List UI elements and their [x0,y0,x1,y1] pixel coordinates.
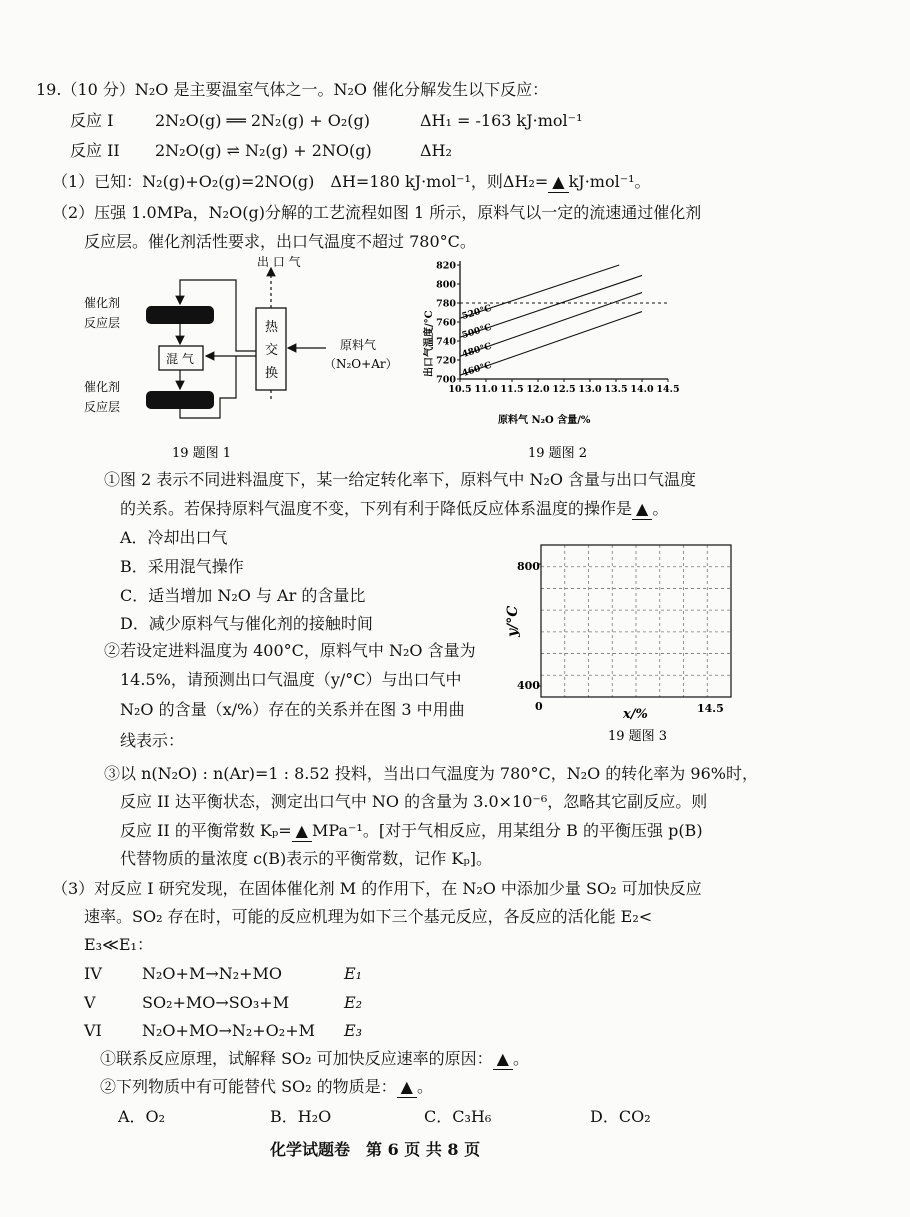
sub-1-text-a: ①图 2 表示不同进料温度下，某一给定转化率下，原料气中 N₂O 含量与出口气温度 [104,470,697,489]
x-tick-label: 14.5 [656,384,680,395]
answer-blank-5[interactable]: ▲ [397,1077,417,1098]
option-a[interactable]: A．冷却出口气 [120,528,228,547]
part-2-text-b: 反应层。催化剂活性要求，出口气温度不超过 780°C。 [84,232,476,251]
x-tick-label: 11.0 [474,384,498,395]
part-3-q1 [100,1049,529,1070]
reaction-1-enthalpy: ΔH₁ = -163 kJ·mol⁻¹ [420,111,583,130]
sub-3-text-d: 代替物质的量浓度 c(B)表示的平衡常数，记作 Kₚ]。 [120,849,492,868]
answer-option-c[interactable]: C．C₃H₆ [424,1107,492,1126]
sub-3-text-c [120,821,703,842]
sub-3-text-b: 反应 II 达平衡状态，测定出口气中 NO 的含量为 3.0×10⁻⁶，忽略其它副反应。则 [120,792,708,811]
figure-2-ylabel: 出口气温度/°C [424,310,435,377]
sub-2-text-c: N₂O 的含量（x/%）存在的关系并在图 3 中用曲 [120,700,465,719]
mechanism-4-energy: E₁ [344,964,363,983]
part-2-text-a: （2）压强 1.0MPa，N₂O(g)分解的工艺流程如图 1 所示，原料气以一定的流速通过催化剂 [52,203,702,222]
sub-1-suffix: 。 [652,499,669,518]
answer-option-d[interactable]: D．CO₂ [590,1107,651,1126]
part-3-q1-prefix: ①联系反应原理，试解释 SO₂ 可加快反应速率的原因： [100,1049,493,1068]
part-3-text-a: （3）对反应 I 研究发现，在固体催化剂 M 的作用下，在 N₂O 中添加少量 SO₂ 可加快反应 [52,879,702,898]
answer-blank-1[interactable]: ▲ [548,172,568,193]
series-label: 500°C [460,322,493,342]
mix-label: 混 气 [166,352,194,366]
part-3-q2-suffix: 。 [416,1077,433,1096]
part-1-prefix: （1）已知：N₂(g)+O₂(g)=2NO(g) ΔH=180 kJ·mol⁻¹，则ΔH₂= [52,172,549,191]
y-tick-label: 800 [436,279,456,291]
catalyst-bottom-label-1: 催化剂 [84,380,121,394]
y-tick-label: 780 [436,298,456,310]
y-tick-label: 720 [436,355,456,367]
heat-exchanger-char-2: 交 [265,343,279,358]
figure-3-x-right: 14.5 [697,702,724,715]
figure-3-y-bottom: 400 [517,679,540,692]
reaction-2-equation: 2N₂O(g) ⇌ N₂(g) + 2NO(g) [155,141,372,160]
option-b[interactable]: B．采用混气操作 [120,557,244,576]
figure-3-xlabel: x/% [623,707,648,722]
mechanism-6-label: VI [84,1021,102,1040]
mechanism-4-label: IV [84,964,102,983]
sub-2-text-d: 线表示： [120,731,185,750]
grid-frame [541,545,731,697]
figure-3-ylabel: y/°C [505,605,521,637]
figure-3-x-left: 0 [535,700,543,713]
x-tick-label: 12.0 [526,384,550,395]
reaction-2-enthalpy: ΔH₂ [420,141,452,160]
part-1-text [52,172,651,193]
part-1-suffix: kJ·mol⁻¹。 [568,172,651,191]
x-tick-label: 10.5 [448,384,472,395]
x-tick-label: 11.5 [500,384,524,395]
series-label: 480°C [460,341,493,361]
outlet-gas-label: 出 口 气 [257,255,301,269]
y-tick-label: 820 [436,260,456,272]
series-label: 520°C [460,303,493,323]
y-tick-label: 760 [436,317,456,329]
part-3-q2 [100,1077,433,1098]
mechanism-5-label: V [84,993,96,1012]
series-label: 460°C [460,360,493,380]
x-tick-label: 13.5 [604,384,628,395]
y-tick-label: 740 [436,336,456,348]
mechanism-6-equation: N₂O+MO→N₂+O₂+M [142,1021,315,1040]
sub-1-prefix: 的关系。若保持原料气温度不变，下列有利于降低反应体系温度的操作是 [120,499,633,518]
catalyst-bed-top [146,306,214,324]
page-footer: 化学试题卷 第 6 页 共 8 页 [270,1140,481,1159]
mechanism-6-energy: E₃ [344,1021,363,1040]
y-tick-label: 700 [436,374,456,386]
sub-1-text-b [120,499,668,520]
reaction-1-equation: 2N₂O(g) ══ 2N₂(g) + O₂(g) [155,111,371,130]
figure-3-caption: 19 题图 3 [608,729,668,744]
reaction-2-label: 反应 II [70,141,120,160]
mechanism-5-energy: E₂ [344,993,363,1012]
figure-1-caption: 19 题图 1 [172,446,232,461]
sub-3-prefix: 反应 II 的平衡常数 Kₚ= [120,821,292,840]
sub-3-text-a: ③以 n(N₂O) : n(Ar)=1 : 8.52 投料，当出口气温度为 780°C，N₂O 的转化率为 96%时， [104,764,758,783]
sub-2-text-b: 14.5%，请预测出口气温度（y/°C）与出口气中 [120,670,462,689]
figure-1-process-flow [70,250,420,465]
answer-option-b[interactable]: B．H₂O [270,1107,332,1126]
option-c[interactable]: C．适当增加 N₂O 与 Ar 的含量比 [120,586,366,605]
figure-2-caption: 19 题图 2 [528,446,588,461]
sub-2-text-a: ②若设定进料温度为 400°C，原料气中 N₂O 含量为 [104,641,476,660]
part-3-q1-suffix: 。 [512,1049,529,1068]
figure-3-y-top: 800 [517,560,540,573]
figure-2-chart [418,255,698,465]
x-tick-label: 14.0 [630,384,654,395]
answer-blank-4[interactable]: ▲ [493,1049,513,1070]
catalyst-bed-bottom [146,391,214,409]
heat-exchanger-char-1: 热 [265,320,279,335]
x-tick-label: 12.5 [552,384,576,395]
x-tick-label: 13.0 [578,384,602,395]
part-3-q2-prefix: ②下列物质中有可能替代 SO₂ 的物质是： [100,1077,397,1096]
heat-exchanger-char-3: 换 [265,366,279,381]
answer-option-a[interactable]: A．O₂ [118,1107,166,1126]
part-3-text-b: 速率。SO₂ 存在时，可能的反应机理为如下三个基元反应，各反应的活化能 E₂< [84,907,653,926]
question-intro: 19.（10 分）N₂O 是主要温室气体之一。N₂O 催化分解发生以下反应： [36,80,549,99]
catalyst-top-label-2: 反应层 [84,316,121,330]
figure-2-xlabel: 原料气 N₂O 含量/% [498,415,591,426]
mechanism-5-equation: SO₂+MO→SO₃+M [142,993,290,1012]
option-d[interactable]: D．减少原料气与催化剂的接触时间 [120,614,373,633]
part-3-text-c: E₃≪E₁： [84,935,153,954]
sub-3-suffix: MPa⁻¹。[对于气相反应，用某组分 B 的平衡压强 p(B) [311,821,703,840]
catalyst-bottom-label-2: 反应层 [84,400,121,414]
feed-gas-label-1: 原料气 [340,338,377,352]
feed-gas-label-2: （N₂O+Ar） [324,357,398,371]
catalyst-top-label-1: 催化剂 [84,296,121,310]
answer-blank-2[interactable]: ▲ [632,499,652,520]
mechanism-4-equation: N₂O+M→N₂+MO [142,964,283,983]
figure-3-blank-grid [495,535,755,750]
reaction-1-label: 反应 I [70,111,114,130]
answer-blank-3[interactable]: ▲ [292,821,312,842]
